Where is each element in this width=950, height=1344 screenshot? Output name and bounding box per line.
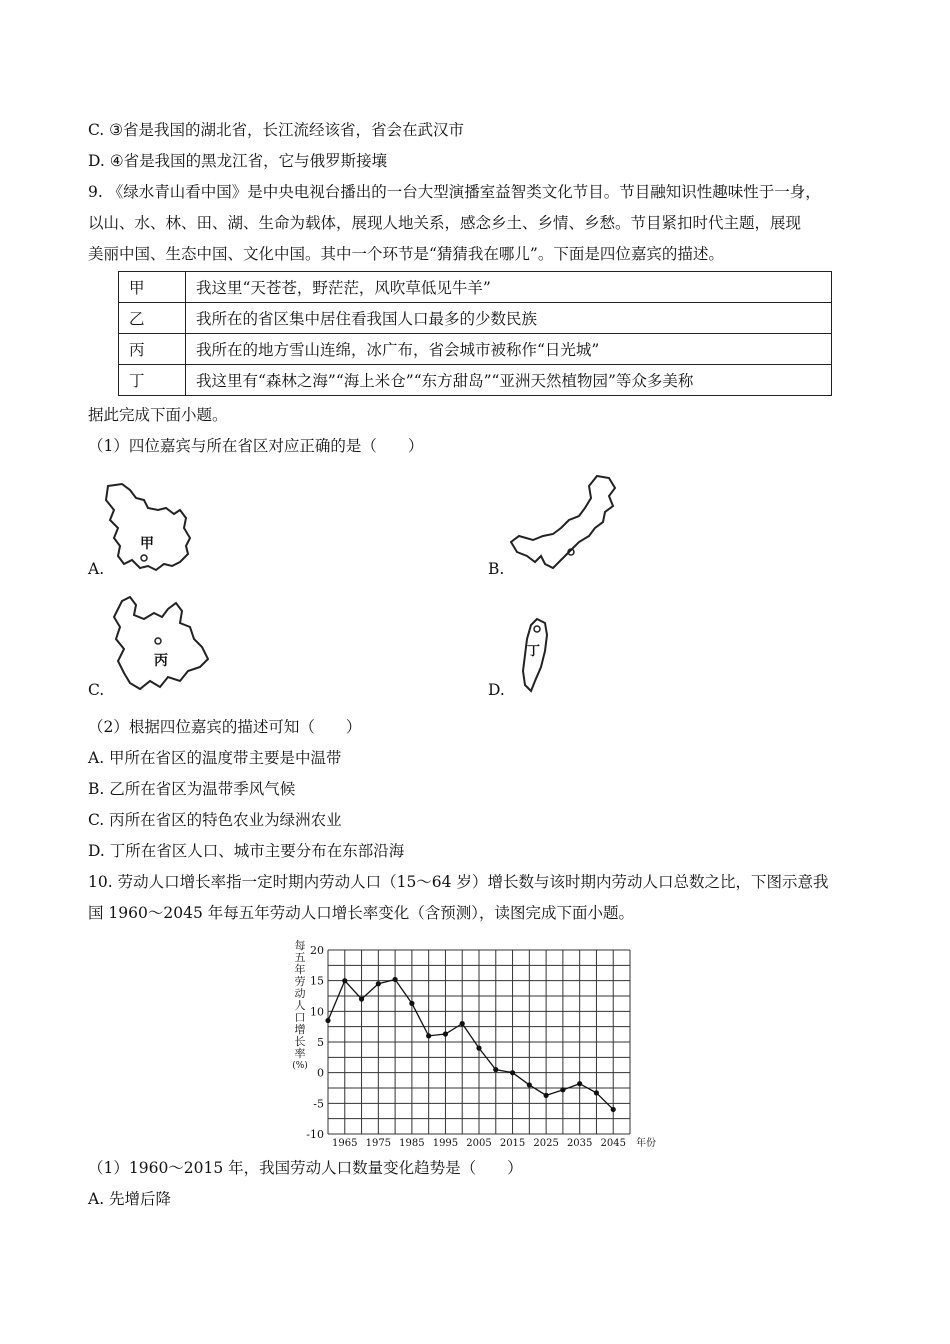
option-c-q8: C. ③省是我国的湖北省，长江流经该省，省会在武汉市 (88, 121, 465, 139)
x-tick-label: 1985 (399, 1138, 425, 1148)
ylabel-char: 年 (294, 963, 306, 976)
clue-row (119, 365, 832, 396)
series-line (328, 979, 613, 1109)
ylabel-char: 口 (294, 1011, 306, 1024)
data-point (342, 978, 347, 983)
x-tick-label: 1995 (432, 1138, 459, 1148)
map-d-label: D. (488, 681, 505, 699)
ylabel-char: 五 (294, 951, 306, 964)
data-point (594, 1090, 599, 1095)
clue-row (119, 303, 832, 334)
data-point (510, 1070, 515, 1075)
q9-2-option-a: A. 甲所在省区的温度带主要是中温带 (88, 749, 342, 767)
q9-2-option-b: B. 乙所在省区为温带季风气候 (88, 780, 296, 798)
ylabel-char: 长 (294, 1035, 306, 1048)
clue-text: 我所在的地方雪山连绵，冰广布，省会城市被称作“日光城” (186, 334, 832, 365)
ylabel-char: 动 (294, 987, 306, 1000)
map-a-label: A. (88, 560, 105, 578)
clue-text: 我这里有“森林之海”“海上米仓”“东方甜岛”“亚洲天然植物园”等众多美称 (186, 365, 832, 396)
q9-sub2: （2）根据四位嘉宾的描述可知（ ） (88, 718, 362, 736)
clue-row (119, 334, 832, 365)
data-point (393, 977, 398, 982)
data-point (577, 1081, 582, 1086)
data-point (426, 1033, 431, 1038)
y-tick-label: 20 (310, 944, 324, 957)
y-tick-label: -5 (313, 1097, 324, 1111)
y-tick-label: 15 (310, 974, 324, 988)
clue-guest: 丙 (119, 334, 186, 365)
data-point (560, 1087, 565, 1092)
q10-stem-line1: 10. 劳动人口增长率指一定时期内劳动人口（15～64 岁）增长数与该时期内劳动人口总数之比，下图示意我 (88, 873, 829, 891)
data-point (544, 1093, 549, 1098)
guest-clues-table (118, 271, 832, 396)
x-tick-label: 2005 (466, 1138, 492, 1148)
map-a-mark: 甲 (140, 536, 154, 552)
ylabel-char: 率 (294, 1047, 306, 1060)
data-point (493, 1067, 498, 1072)
q9-stem-line2: 以山、水、林、田、湖、生命为载体，展现人地关系，感念乡土、乡情、乡愁。节目紧扣时代主题，展现 (88, 214, 802, 232)
clue-text: 我所在的省区集中居住看我国人口最多的少数民族 (186, 303, 832, 334)
q9-stem-line3: 美丽中国、生态中国、文化中国。其中一个环节是“猜猜我在哪儿”。下面是四位嘉宾的描述。 (88, 245, 724, 263)
q10-sub1: （1）1960～2015 年，我国劳动人口数量变化趋势是（ ） (88, 1159, 523, 1177)
y-tick-label: 0 (317, 1066, 324, 1080)
q9-stem-line1: 9. 《绿水青山看中国》是中央电视台播出的一台大型演播室益智类文化节目。节目融知识性趣味性于一身， (88, 183, 821, 201)
data-point (460, 1021, 465, 1026)
map-d-mark: 丁 (527, 644, 541, 659)
map-option-d (515, 615, 555, 695)
clue-row (119, 272, 832, 303)
ylabel-char: 劳 (294, 975, 306, 988)
x-tick-label: 2015 (499, 1138, 526, 1148)
map-b-label: B. (488, 560, 505, 578)
y-tick-label: -10 (306, 1128, 324, 1141)
clue-guest: 甲 (119, 272, 186, 303)
x-tick-label: 2045 (600, 1138, 626, 1148)
option-d-q8: D. ④省是我国的黑龙江省，它与俄罗斯接壤 (88, 152, 388, 170)
x-tick-label: 1965 (332, 1138, 358, 1148)
ylabel-char: 人 (294, 999, 306, 1012)
x-tick-label: 1975 (365, 1138, 392, 1148)
clue-guest: 乙 (119, 303, 186, 334)
labor-growth-chart (280, 938, 660, 1148)
q9-2-option-d: D. 丁所在省区人口、城市主要分布在东部沿海 (88, 842, 405, 860)
data-point (409, 1001, 414, 1006)
data-point (376, 981, 381, 986)
clue-text: 我这里“天苍苍，野茫茫，风吹草低见牛羊” (186, 272, 832, 303)
x-tick-label: 2025 (533, 1138, 559, 1148)
after-table-text: 据此完成下面小题。 (88, 406, 228, 424)
x-axis-label: 年份 (636, 1138, 656, 1148)
q9-sub1: （1）四位嘉宾与所在省区对应正确的是（ ） (88, 437, 424, 455)
map-option-c (110, 595, 210, 695)
ylabel-char: 每 (294, 939, 306, 952)
map-c-label: C. (88, 681, 105, 699)
data-point (359, 996, 364, 1001)
ylabel-char: 增 (294, 1023, 306, 1036)
q9-2-option-c: C. 丙所在省区的特色农业为绿洲农业 (88, 811, 342, 829)
data-point (325, 1018, 330, 1023)
map-option-a (100, 480, 195, 575)
map-option-b (505, 472, 625, 577)
q10-stem-line2: 国 1960～2045 年每五年劳动人口增长率变化（含预测），读图完成下面小题。 (88, 904, 634, 922)
data-point (476, 1046, 481, 1051)
data-point (443, 1031, 448, 1036)
x-tick-label: 2035 (566, 1138, 593, 1148)
y-tick-label: 5 (317, 1036, 324, 1049)
y-tick-label: 10 (310, 1005, 324, 1019)
ylabel-unit: (%) (292, 1061, 308, 1071)
clue-guest: 丁 (119, 365, 186, 396)
data-point (527, 1082, 532, 1087)
map-c-mark: 丙 (154, 653, 168, 669)
data-point (611, 1107, 616, 1112)
q10-1-option-a: A. 先增后降 (88, 1190, 172, 1208)
